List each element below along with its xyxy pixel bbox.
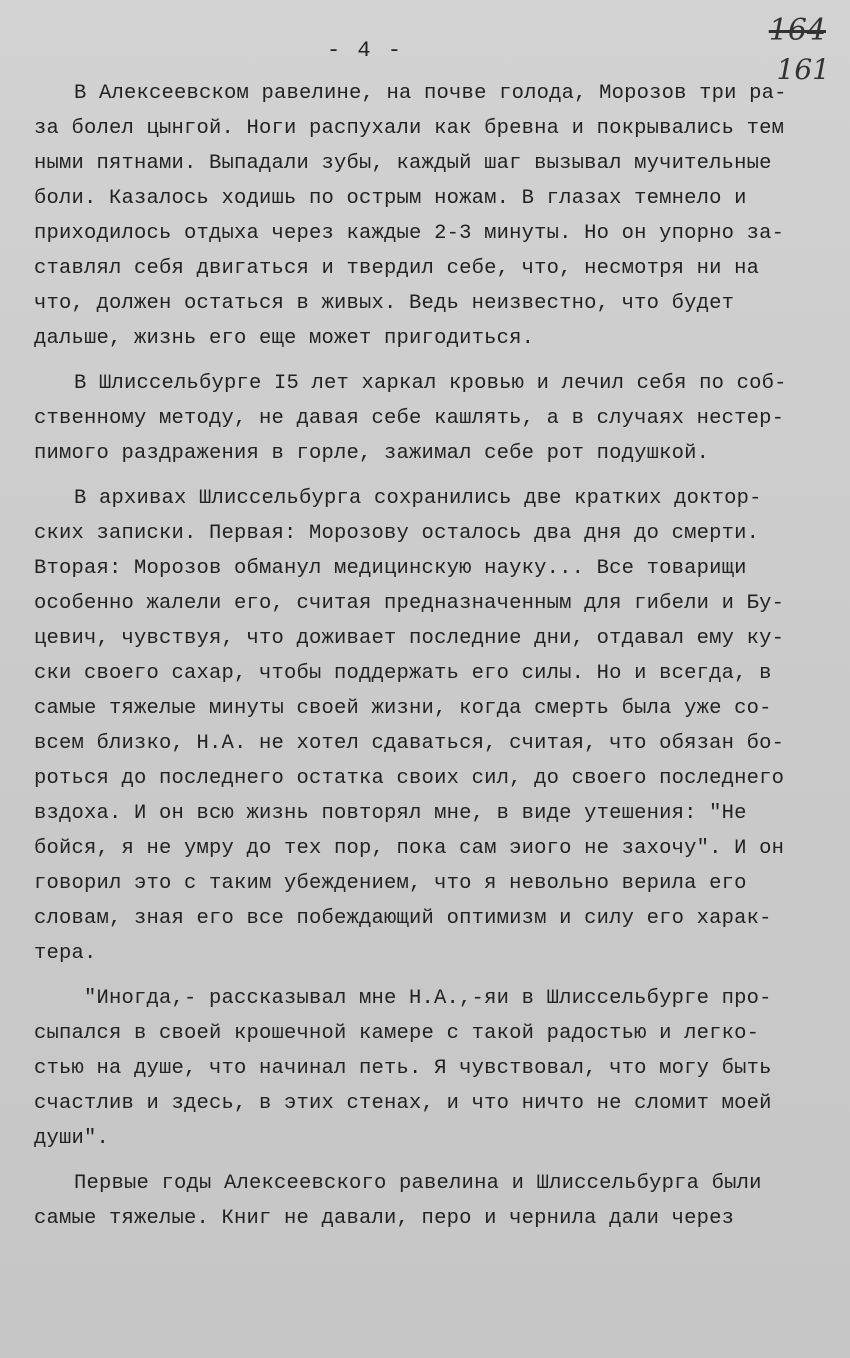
text-line: бойся, я не умру до тех пор, пока сам эиого не захочу". И он <box>34 837 785 860</box>
text-line: самые тяжелые. Книг не давали, перо и чернила дали через <box>34 1207 735 1230</box>
text-line: всем близко, Н.А. не хотел сдаваться, считая, что обязан бо- <box>34 732 785 755</box>
folio-new-number: 161 <box>776 53 830 86</box>
text-line: стью на душе, что начинал петь. Я чувствовал, что могу быть <box>34 1057 772 1080</box>
folio-old-number: 164 <box>768 13 826 48</box>
text-line: дальше, жизнь его еще может пригодиться. <box>34 327 535 350</box>
text-line: словам, зная его все побеждающий оптимизм и силу его харак- <box>34 907 772 930</box>
text-line: пимого раздражения в горле, зажимал себе рот подушкой. <box>34 442 710 465</box>
page-number: - 4 - <box>326 38 403 63</box>
text-line: ски своего сахар, чтобы поддержать его силы. Но и всегда, в <box>34 662 772 685</box>
text-line: вздоха. И он всю жизнь повторял мне, в виде утешения: "Не <box>34 802 747 825</box>
text-line: что, должен остаться в живых. Ведь неизвестно, что будет <box>34 292 735 315</box>
text-line: ставлял себя двигаться и твердил себе, что, несмотря ни на <box>34 257 760 280</box>
text-line: Вторая: Морозов обманул медицинскую науку... Все товарищи <box>34 557 747 580</box>
text-line: ными пятнами. Выпадали зубы, каждый шаг вызывал мучительные <box>34 152 772 175</box>
text-line: тера. <box>34 942 97 965</box>
text-line: приходилось отдыха через каждые 2-3 минуты. Но он упорно за- <box>34 222 785 245</box>
text-line: В Шлиссельбурге I5 лет харкал кровью и лечил себя по соб- <box>74 372 787 395</box>
text-line: роться до последнего остатка своих сил, до своего последнего <box>34 767 785 790</box>
text-line: души". <box>34 1127 110 1150</box>
typed-text-body <box>34 76 824 1236</box>
text-line: "Иногда,- рассказывал мне Н.А.,-яи в Шлиссельбурге про- <box>84 987 772 1010</box>
text-line: Первые годы Алексеевского равелина и Шлиссельбурга были <box>74 1172 762 1195</box>
text-line: В Алексеевском равелине, на почве голода, Морозов три ра- <box>74 82 787 105</box>
text-line: особенно жалели его, считая предназначенным для гибели и Бу- <box>34 592 785 615</box>
text-line: ских записки. Первая: Морозову осталось два дня до смерти. <box>34 522 760 545</box>
text-line: боли. Казалось ходишь по острым ножам. В глазах темнело и <box>34 187 747 210</box>
text-line: сыпался в своей крошечной камере с такой радостью и легко- <box>34 1022 760 1045</box>
text-line: В архивах Шлиссельбурга сохранились две кратких доктор- <box>74 487 762 510</box>
text-line: говорил это с таким убеждением, что я невольно верила его <box>34 872 747 895</box>
text-line: ственному методу, не давая себе кашлять, а в случаях нестер- <box>34 407 785 430</box>
text-line: цевич, чувствуя, что доживает последние дни, отдавал ему ку- <box>34 627 785 650</box>
text-line: за болел цынгой. Ноги распухали как бревна и покрывались тем <box>34 117 785 140</box>
text-line: самые тяжелые минуты своей жизни, когда смерть была уже со- <box>34 697 772 720</box>
text-line: счастлив и здесь, в этих стенах, и что ничто не сломит моей <box>34 1092 772 1115</box>
